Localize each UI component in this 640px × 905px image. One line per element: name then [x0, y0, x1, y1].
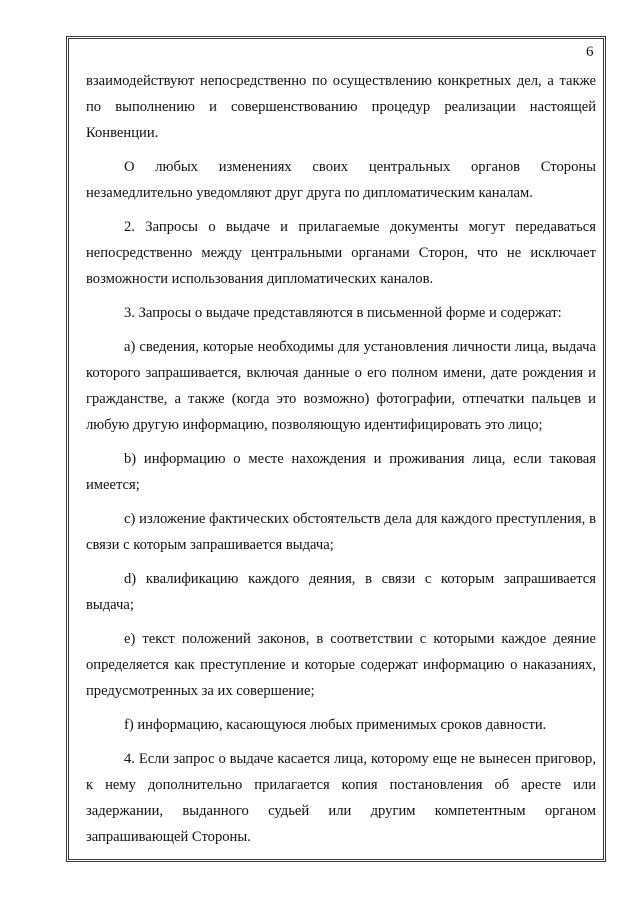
- document-body: [86, 68, 596, 850]
- list-item-a: а) сведения, которые необходимы для установления личности лица, выдача которого запрашивается, включая данные о его полном имени, дате рождения и гражданстве, а также (когда это возможно) фотографии, отпечатки пальцев и любую другую информацию, позволяющую идентифицировать это лицо;: [86, 339, 596, 433]
- paragraph: 4. Если запрос о выдаче касается лица, которому еще не вынесен приговор, к нему дополнительно прилагается копия постановления об аресте или задержании, выданного судьей или другим компетентным органом запрашивающей Стороны.: [86, 751, 596, 845]
- paragraph: О любых изменениях своих центральных органов Стороны незамедлительно уведомляют друг друга по дипломатическим каналам.: [86, 159, 596, 201]
- paragraph: 2. Запросы о выдаче и прилагаемые документы могут передаваться непосредственно между центральными органами Сторон, что не исключает возможности использования дипломатических каналов.: [86, 219, 596, 287]
- paragraph: 3. Запросы о выдаче представляются в письменной форме и содержат:: [124, 305, 562, 321]
- list-item-b: b) информацию о месте нахождения и проживания лица, если таковая имеется;: [86, 451, 596, 493]
- list-item-e: е) текст положений законов, в соответствии с которыми каждое деяние определяется как преступление и которые содержат информацию о наказаниях, предусмотренных за их совершение;: [86, 631, 596, 699]
- list-item-c: с) изложение фактических обстоятельств дела для каждого преступления, в связи с которым запрашивается выдача;: [86, 511, 596, 553]
- paragraph: взаимодействуют непосредственно по осуществлению конкретных дел, а также по выполнению и совершенствованию процедур реализации настоящей Конвенции.: [86, 73, 596, 141]
- list-item-d: d) квалификацию каждого деяния, в связи с которым запрашивается выдача;: [86, 571, 596, 613]
- page-number: 6: [586, 44, 594, 60]
- list-item-f: f) информацию, касающуюся любых применимых сроков давности.: [124, 717, 547, 733]
